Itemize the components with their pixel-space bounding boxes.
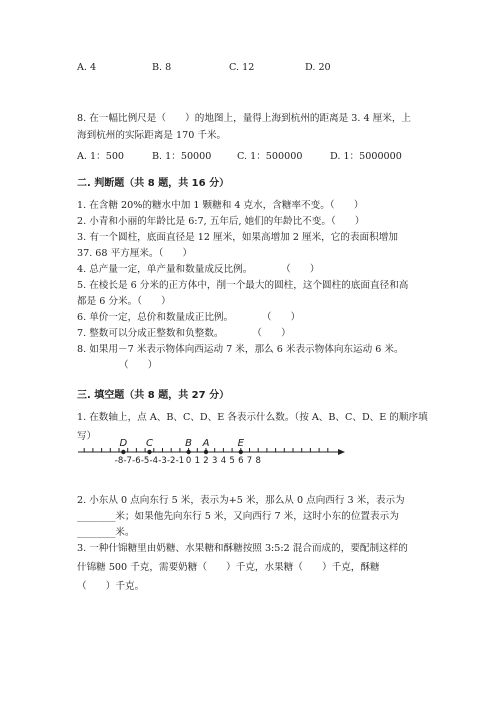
number-line-tick-label: 2 <box>203 456 209 466</box>
judge-q8-line-1: 8. 如果用－7 米表示物体向西运动 7 米，那么 6 米表示物体向东运动 6 米。 <box>77 344 404 355</box>
number-line-point-d <box>121 450 125 454</box>
number-line-tick-label: -6 <box>132 456 141 466</box>
number-line-point-label-b: B <box>185 438 193 449</box>
judge-q2: 2. 小青和小丽的年龄比是 6:7, 五年后, 她们的年龄比不变。（ ） <box>77 216 365 227</box>
q7-option-a[interactable]: A. 4 <box>77 62 97 73</box>
number-line-tick-label: -7 <box>123 456 132 466</box>
fill-q3-line-2: 什锦糖 500 千克，需要奶糖（ ）千克，水果糖（ ）千克，酥糖 <box>77 562 380 573</box>
fill-q1-line-1: 1. 在数轴上，点 A、B、C、D、E 各表示什么数。（按 A、B、C、D、E 的顺序填 <box>77 412 428 423</box>
judge-q5-line-2: 都是 6 分米。（ ） <box>77 296 171 307</box>
number-line-tick-label: -1 <box>175 456 185 466</box>
q8-option-a[interactable]: A. 1：500 <box>77 151 125 162</box>
judge-q1: 1. 在含糖 20%的糖水中加 1 颗糖和 4 克水，含糖率不变。（ ） <box>77 200 364 211</box>
q7-option-b[interactable]: B. 8 <box>152 62 172 73</box>
judge-q4: 4. 总产量一定，单产量和数量成反比例。 （ ） <box>77 264 320 275</box>
q8-text-line-1: 8. 在一幅比例尺是（ ）的地图上，量得上海到杭州的距离是 3. 4 厘米，上 <box>77 113 412 124</box>
number-line-point-e <box>239 450 243 454</box>
judge-q3-line-2: 37. 68 平方厘米。（ ） <box>77 248 193 259</box>
judge-q8-answer[interactable]: （ ） <box>119 360 158 371</box>
fill-q3-line-3: （ ）千克。 <box>77 581 145 592</box>
judge-q6: 6. 单价一定，总价和数量成正比例。 （ ） <box>77 312 301 323</box>
q7-option-c[interactable]: C. 12 <box>229 62 255 73</box>
number-line-tick-label: 6 <box>238 456 244 466</box>
number-line-point-label-e: E <box>237 438 244 449</box>
judge-q7: 7. 整数可以分成正整数和负整数。 （ ） <box>77 328 291 339</box>
section-2-heading: 二. 判断题（共 8 题，共 16 分） <box>77 178 230 189</box>
number-line <box>76 430 346 470</box>
number-line-tick-label: -3 <box>158 456 167 466</box>
section-3-heading: 三. 填空题（共 8 题，共 27 分） <box>77 390 230 401</box>
number-line-tick-label: 5 <box>229 456 235 466</box>
number-line-tick-label: -5 <box>140 456 150 466</box>
number-line-tick-label: 7 <box>246 456 253 466</box>
number-line-tick-label: 4 <box>220 456 227 466</box>
judge-q5-line-1: 5. 在棱长是 6 分米的正方体中，削一个最大的圆柱，这个圆柱的底面直径和高 <box>77 280 409 291</box>
number-line-tick-label: 1 <box>194 456 201 466</box>
number-line-point-a <box>204 450 208 454</box>
q8-option-d[interactable]: D. 1：5000000 <box>330 151 402 162</box>
number-line-tick-label: -4 <box>149 456 159 466</box>
q7-option-d[interactable]: D. 20 <box>305 62 331 73</box>
number-line-tick-label: -2 <box>166 456 176 466</box>
fill-q2-line-3: ________米。 <box>77 527 135 538</box>
number-line-tick-label: 0 <box>185 456 192 466</box>
number-line-point-c <box>147 450 151 454</box>
number-line-tick-label: 3 <box>211 456 218 466</box>
number-line-point-label-d: D <box>119 438 128 449</box>
number-line-point-b <box>186 450 190 454</box>
fill-q2-line-1: 2. 小东从 0 点向东行 5 米，表示为+5 米，那么从 0 点向西行 3 米，表示为 <box>77 495 405 506</box>
q8-option-b[interactable]: B. 1：50000 <box>152 151 212 162</box>
fill-q3-line-1: 3. 一种什锦糖里由奶糖、水果糖和酥糖按照 3:5:2 混合而成的，要配制这样的 <box>77 543 408 554</box>
fill-q2-line-2: ________米；如果他先向东行 5 米，又向西行 7 米，这时小东的位置表示为 <box>77 511 399 522</box>
judge-q3-line-1: 3. 有一个圆柱，底面直径是 12 厘米，如果高增加 2 厘米，它的表面积增加 <box>77 232 398 243</box>
number-line-tick-label: -8 <box>114 456 124 466</box>
number-line-tick-label: 8 <box>255 456 261 466</box>
number-line-point-label-a: A <box>202 438 210 449</box>
q8-option-c[interactable]: C. 1：500000 <box>237 151 303 162</box>
number-line-point-label-c: C <box>145 438 153 449</box>
q8-text-line-2: 海到杭州的实际距离是 170 千米。 <box>77 130 227 141</box>
number-line-arrow-icon <box>338 449 345 455</box>
fill-q1-line-2: 写） <box>77 431 97 442</box>
